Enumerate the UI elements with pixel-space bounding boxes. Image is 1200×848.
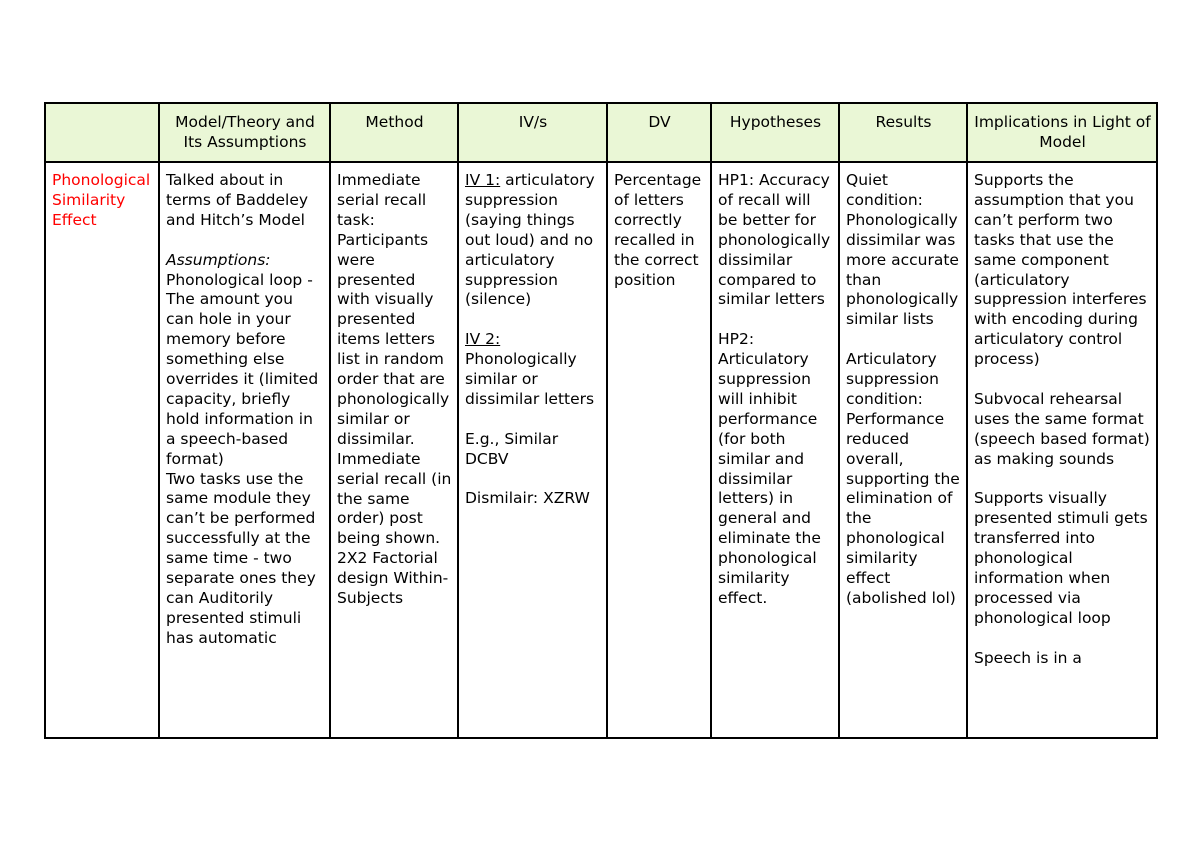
implication-1: Supports the assumption that you can’t perform two tasks that use the same component (articulatory suppression interferes with encoding during articulatory control process) bbox=[974, 171, 1147, 369]
implication-2: Subvocal rehearsal uses the same format (speech based format) as making sounds bbox=[974, 389, 1150, 468]
header-row bbox=[45, 103, 1157, 162]
dv-text: Percentage of letters correctly recalled in the correct position bbox=[614, 171, 702, 289]
table-row bbox=[45, 162, 1157, 738]
hypotheses-cell bbox=[711, 162, 839, 738]
iv2-label: IV 2: bbox=[465, 330, 501, 349]
results-suppression: Articulatory suppression condition: Performance reduced overall, supporting the elimination of the phonological similarity effect (abolished lol) bbox=[846, 350, 960, 608]
effect-name: Phonological Similarity Effect bbox=[52, 171, 151, 229]
iv2-text: Phonologically similar or dissimilar letters bbox=[465, 350, 595, 408]
model-intro: Talked about in terms of Baddeley and Hitch’s Model bbox=[166, 171, 309, 229]
header-dv: DV bbox=[607, 103, 711, 162]
results-quiet: Quiet condition: Phonologically dissimilar was more accurate than phonologically similar lists bbox=[846, 171, 959, 329]
assumptions-text: Phonological loop - The amount you can hole in your memory before something else overrides it (limited capacity, briefly hold information in a speech-based format) bbox=[166, 270, 319, 468]
header-ivs: IV/s bbox=[458, 103, 607, 162]
header-model-theory: Model/Theory and Its Assumptions bbox=[159, 103, 330, 162]
header-method: Method bbox=[330, 103, 458, 162]
method-text: Immediate serial recall task: Participants were presented with visually presented items letters list in random order that are phonologically similar or dissimilar. Immediate serial recall (in the same order) post being shown. 2X2 Factorial design Within-Subjects bbox=[337, 171, 452, 608]
hypothesis-2: HP2: Articulatory suppression will inhibit performance (for both similar and dissimilar letters) in general and eliminate the phonological similarity effect. bbox=[718, 330, 821, 608]
assumptions-label: Assumptions: bbox=[166, 250, 271, 269]
implication-4: Speech is in a bbox=[974, 648, 1082, 667]
iv1-label: IV 1: bbox=[465, 171, 501, 189]
model-continuation: Two tasks use the same module they can’t be performed successfully at the same time - two separate ones they can Auditorily presented stimuli has automatic bbox=[166, 469, 316, 647]
implication-3: Supports visually presented stimuli gets transferred into phonological information when processed via phonological loop bbox=[974, 489, 1148, 627]
model-cell bbox=[159, 162, 330, 738]
research-summary-table bbox=[44, 102, 1158, 739]
implications-cell bbox=[967, 162, 1157, 738]
header-results: Results bbox=[839, 103, 967, 162]
dv-cell bbox=[607, 162, 711, 738]
hypothesis-1: HP1: Accuracy of recall will be better for phonologically dissimilar compared to similar letters bbox=[718, 171, 831, 309]
results-cell bbox=[839, 162, 967, 738]
effect-name-cell bbox=[45, 162, 159, 738]
iv1-text: articulatory suppression (saying things out loud) and no articulatory suppression (silence) bbox=[465, 171, 595, 309]
example-dissimilar: Dismilair: XZRW bbox=[465, 489, 590, 508]
method-cell bbox=[330, 162, 458, 738]
example-similar: E.g., Similar DCBV bbox=[465, 429, 559, 468]
header-implications: Implications in Light of Model bbox=[967, 103, 1157, 162]
header-blank bbox=[45, 103, 159, 162]
header-hypotheses: Hypotheses bbox=[711, 103, 839, 162]
ivs-cell bbox=[458, 162, 607, 738]
